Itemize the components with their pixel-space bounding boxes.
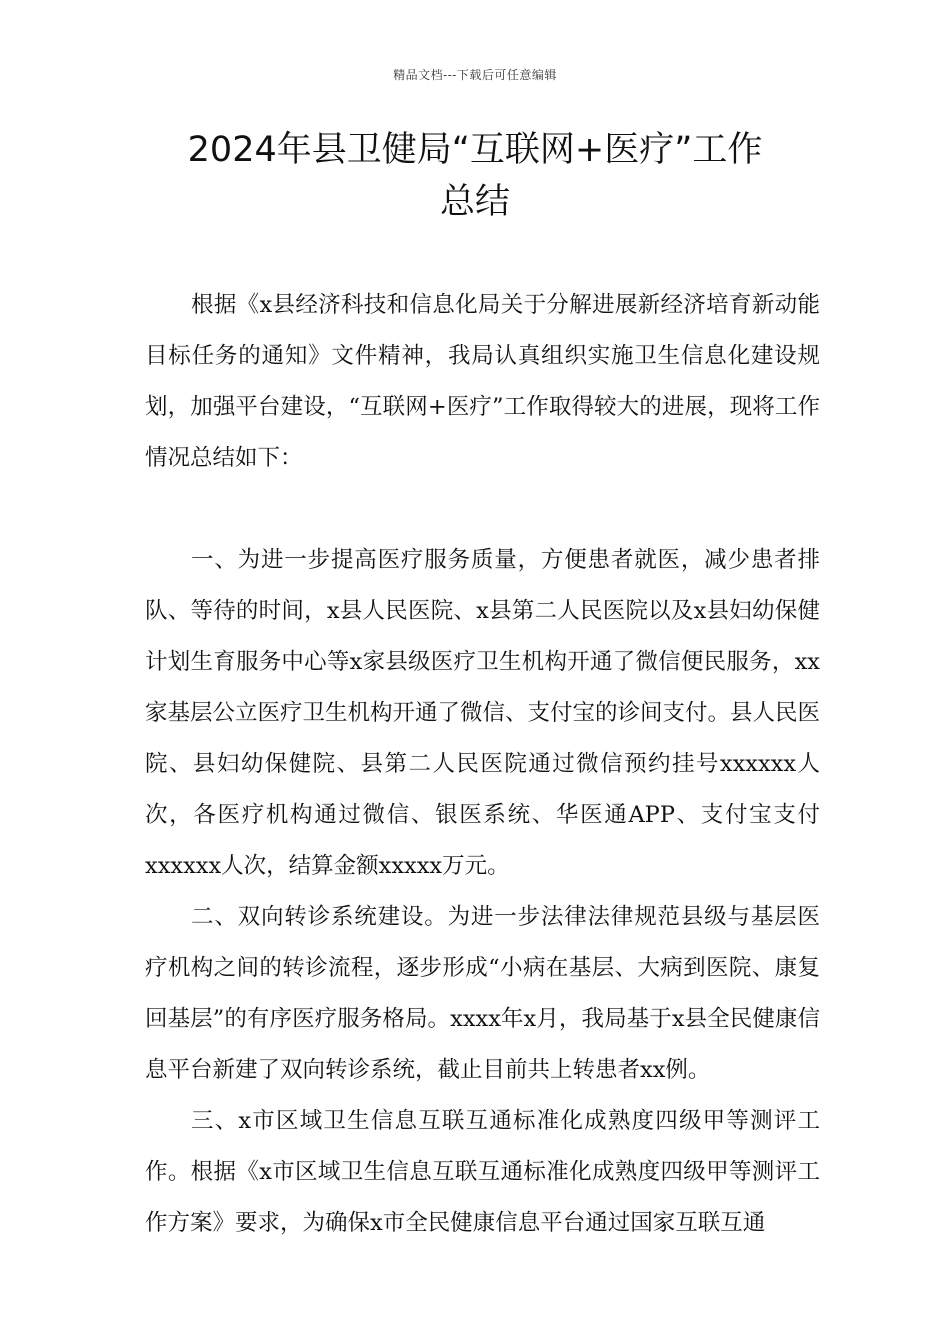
header-note: 精品文档---下载后可任意编辑 [393,68,557,82]
document-title [120,124,830,228]
paragraph-section-1: 一、为进一步提高医疗服务质量，方便患者就医，减少患者排队、等待的时间，x县人民医院、x县第二人民医院以及x县妇幼保健计划生育服务中心等x家县级医疗卫生机构开通了微信便民服务，xx家基层公立医疗卫生机构开通了微信、支付宝的诊间支付。县人民医院、县妇幼保健院、县第二人民医院通过微信预约挂号xxxxxx人次，各医疗机构通过微信、银医系统、华医通APP、支付宝支付xxxxxx人次，结算金额xxxxx万元。 [145,547,821,879]
paragraph-section-2: 二、双向转诊系统建设。为进一步法律法律规范县级与基层医疗机构之间的转诊流程，逐步形成“小病在基层、大病到医院、康复回基层”的有序医疗服务格局。xxxx年x月，我局基于x县全民健康信息平台新建了双向转诊系统，截止目前共上转患者xx例。 [145,904,820,1083]
paragraph-intro: 根据《x县经济科技和信息化局关于分解进展新经济培育新动能目标任务的通知》文件精神，我局认真组织实施卫生信息化建设规划，加强平台建设，“互联网+医疗”工作取得较大的进展，现将工作情况总结如下： [145,292,820,471]
title-line-2: 总结 [439,182,510,222]
document-body [145,280,820,1249]
paragraph-section-3: 三、x市区域卫生信息互联互通标准化成熟度四级甲等测评工作。根据《x市区域卫生信息互联互通标准化成熟度四级甲等测评工作方案》要求，为确保x市全民健康信息平台通过国家互联互通 [145,1108,820,1236]
title-line-1: 2024年县卫健局“互联网+医疗”工作 [187,130,763,170]
